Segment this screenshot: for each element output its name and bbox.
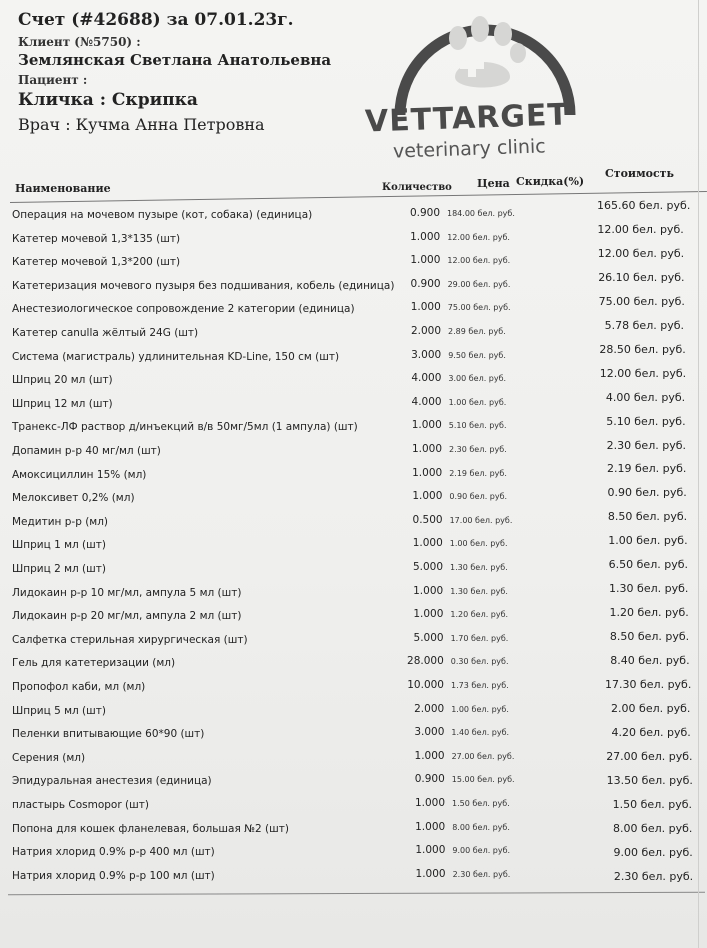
item-name: Пропофол каби, мл (мл) bbox=[12, 681, 146, 693]
item-qty: 1.000 bbox=[410, 254, 441, 267]
table-row bbox=[0, 438, 707, 461]
item-name: Шприц 2 мл (шт) bbox=[12, 563, 106, 575]
item-qty: 1.000 bbox=[411, 443, 442, 455]
table-row bbox=[0, 414, 707, 437]
item-price: 8.00 бел. руб. bbox=[452, 822, 510, 832]
table-row bbox=[0, 462, 707, 485]
item-qty: 2.000 bbox=[410, 325, 441, 337]
item-price: 1.30 бел. руб. bbox=[450, 586, 508, 596]
item-qty: 1.000 bbox=[411, 419, 442, 432]
item-name: Попона для кошек фланелевая, большая №2 (шт) bbox=[12, 822, 289, 835]
item-cost: 8.50 бел. руб. bbox=[609, 630, 690, 644]
item-name: Серения (мл) bbox=[12, 751, 86, 764]
item-qty: 0.900 bbox=[414, 773, 445, 786]
item-name: Система (магистраль) удлинительная KD-Line, 150 см (шт) bbox=[12, 350, 340, 363]
item-cost: 8.50 бел. руб. bbox=[607, 510, 688, 524]
item-price: 75.00 бел. руб. bbox=[447, 303, 511, 313]
item-cost: 12.00 бел. руб. bbox=[597, 246, 685, 260]
table-row bbox=[0, 222, 707, 249]
item-price: 1.00 бел. руб. bbox=[449, 539, 508, 549]
item-price: 1.73 бел. руб. bbox=[451, 681, 509, 690]
paper-edge bbox=[698, 0, 699, 948]
item-price: 2.19 бел. руб. bbox=[449, 468, 507, 478]
item-name: Шприц 20 мл (шт) bbox=[12, 374, 113, 387]
item-qty: 1.000 bbox=[415, 820, 446, 833]
column-header-price: Цена bbox=[477, 177, 510, 190]
item-cost: 17.30 бел. руб. bbox=[605, 678, 692, 691]
table-row bbox=[0, 606, 707, 626]
item-name: Лидокаин р-р 20 мг/мл, ампула 2 мл (шт) bbox=[12, 610, 242, 623]
pet-name: Кличка : Скрипка bbox=[18, 90, 198, 110]
item-name: Допамин р-р 40 мг/мл (шт) bbox=[12, 445, 161, 457]
table-row bbox=[0, 559, 707, 579]
item-price: 27.00 бел. руб. bbox=[451, 751, 515, 761]
item-name: Шприц 1 мл (шт) bbox=[12, 539, 106, 552]
item-name: Катетер мочевой 1,3*135 (шт) bbox=[12, 232, 181, 245]
item-name: Шприц 12 мл (шт) bbox=[12, 397, 113, 410]
client-label: Клиент (№5750) : bbox=[18, 35, 141, 49]
item-qty: 1.000 bbox=[410, 301, 441, 314]
item-price: 2.89 бел. руб. bbox=[448, 327, 506, 336]
item-price: 184.00 бел. руб. bbox=[447, 209, 515, 218]
item-price: 12.00 бел. руб. bbox=[447, 232, 510, 242]
item-price: 9.00 бел. руб. bbox=[452, 846, 511, 856]
item-qty: 10.000 bbox=[407, 679, 444, 691]
item-qty: 3.000 bbox=[411, 348, 442, 361]
item-qty: 1.000 bbox=[415, 867, 446, 880]
item-qty: 1.000 bbox=[412, 537, 443, 550]
table-row bbox=[0, 701, 707, 721]
item-name: Катетер мочевой 1,3*200 (шт) bbox=[12, 256, 181, 269]
table-row bbox=[0, 246, 707, 272]
item-price: 1.30 бел. руб. bbox=[450, 563, 508, 572]
item-qty: 1.000 bbox=[413, 608, 444, 621]
item-cost: 1.00 бел. руб. bbox=[608, 534, 688, 548]
item-cost: 26.10 бел. руб. bbox=[598, 270, 685, 284]
item-cost: 2.30 бел. руб. bbox=[613, 869, 694, 883]
item-cost: 5.10 бел. руб. bbox=[606, 414, 686, 428]
item-qty: 2.000 bbox=[414, 702, 445, 715]
item-price: 1.50 бел. руб. bbox=[452, 799, 510, 808]
bottom-divider bbox=[8, 892, 705, 895]
item-cost: 2.30 бел. руб. bbox=[606, 438, 686, 452]
item-qty: 4.000 bbox=[411, 395, 442, 408]
item-cost: 6.50 бел. руб. bbox=[608, 558, 688, 572]
item-price: 1.00 бел. руб. bbox=[451, 704, 509, 714]
invoice-title: Счет (#42688) за 07.01.23г. bbox=[18, 10, 294, 30]
item-qty: 1.000 bbox=[410, 230, 441, 243]
item-cost: 12.00 бел. руб. bbox=[599, 366, 687, 380]
item-cost: 9.00 бел. руб. bbox=[613, 845, 693, 859]
item-qty: 1.000 bbox=[414, 749, 445, 762]
item-name: Медитин р-р (мл) bbox=[12, 515, 109, 528]
item-price: 1.00 бел. руб. bbox=[448, 397, 507, 407]
item-price: 1.70 бел. руб. bbox=[450, 633, 509, 643]
table-row bbox=[0, 512, 707, 532]
item-price: 17.00 бел. руб. bbox=[449, 515, 513, 525]
table-row bbox=[0, 535, 707, 555]
table-row bbox=[0, 342, 707, 367]
logo-brand: VETTARGET bbox=[364, 97, 570, 140]
table-row bbox=[0, 583, 707, 603]
item-price: 2.30 бел. руб. bbox=[449, 445, 507, 454]
item-name: Эпидуральная анестезия (единица) bbox=[12, 775, 212, 788]
item-qty: 4.000 bbox=[411, 372, 442, 385]
item-cost: 1.30 бел. руб. bbox=[609, 582, 689, 596]
item-cost: 5.78 бел. руб. bbox=[604, 318, 684, 332]
item-qty: 1.000 bbox=[415, 844, 446, 857]
table-row bbox=[0, 842, 707, 862]
item-cost: 2.19 бел. руб. bbox=[607, 462, 687, 476]
item-cost: 8.40 бел. руб. bbox=[610, 654, 690, 668]
table-row bbox=[0, 819, 707, 839]
item-cost: 4.00 бел. руб. bbox=[605, 390, 686, 404]
item-qty: 5.000 bbox=[413, 631, 444, 644]
item-price: 5.10 бел. руб. bbox=[448, 421, 507, 431]
table-row bbox=[0, 653, 707, 673]
item-price: 0.30 бел. руб. bbox=[450, 657, 509, 667]
client-name: Землянская Светлана Анатольевна bbox=[18, 51, 332, 69]
column-header-discount: Скидка(%) bbox=[516, 175, 585, 188]
item-qty: 5.000 bbox=[412, 561, 443, 573]
item-name: Транекс-ЛФ раствор д/инъекций в/в 50мг/5мл (1 ампула) (шт) bbox=[12, 421, 358, 434]
item-cost: 12.00 бел. руб. bbox=[597, 222, 684, 236]
item-cost: 1.20 бел. руб. bbox=[609, 606, 689, 620]
patient-label: Пациент : bbox=[18, 73, 88, 87]
table-row bbox=[0, 630, 707, 650]
column-header-cost: Стоимость bbox=[605, 167, 674, 180]
item-qty: 0.900 bbox=[410, 277, 441, 290]
column-header-qty: Количество bbox=[382, 182, 452, 193]
item-price: 1.20 бел. руб. bbox=[450, 610, 509, 620]
item-cost: 75.00 бел. руб. bbox=[598, 294, 685, 308]
table-row bbox=[0, 366, 707, 390]
item-price: 0.90 бел. руб. bbox=[449, 492, 508, 502]
item-qty: 0.900 bbox=[409, 207, 440, 219]
item-name: Натрия хлорид 0.9% р-р 100 мл (шт) bbox=[12, 869, 215, 882]
table-row bbox=[0, 488, 707, 508]
item-cost: 28.50 бел. руб. bbox=[599, 342, 686, 356]
item-cost: 8.00 бел. руб. bbox=[613, 821, 693, 835]
item-name: Мелоксивет 0,2% (мл) bbox=[12, 492, 135, 505]
clinic-logo bbox=[360, 5, 610, 170]
item-cost: 13.50 бел. руб. bbox=[606, 773, 693, 787]
table-row bbox=[0, 748, 707, 768]
item-qty: 1.000 bbox=[414, 797, 445, 809]
item-name: Пеленки впитывающие 60*90 (шт) bbox=[12, 728, 205, 741]
doctor-name: Врач : Кучма Анна Петровна bbox=[18, 115, 265, 134]
paw-arc-icon bbox=[360, 5, 610, 115]
item-price: 29.00 бел. руб. bbox=[447, 279, 511, 289]
item-name: Катетер canulla жёлтый 24G (шт) bbox=[12, 327, 199, 339]
item-qty: 1.000 bbox=[412, 490, 443, 503]
item-name: Салфетка стерильная хирургическая (шт) bbox=[12, 633, 248, 646]
logo-subtitle: veterinary clinic bbox=[392, 135, 547, 163]
item-price: 1.40 бел. руб. bbox=[451, 728, 510, 738]
item-qty: 28.000 bbox=[407, 655, 444, 668]
item-name: Операция на мочевом пузыре (кот, собака) (единица) bbox=[12, 209, 313, 221]
table-row bbox=[0, 866, 707, 886]
table-row bbox=[0, 795, 707, 815]
item-cost: 1.50 бел. руб. bbox=[612, 797, 692, 811]
item-price: 12.00 бел. руб. bbox=[447, 256, 511, 266]
item-cost: 165.60 бел. руб. bbox=[597, 199, 691, 212]
column-header-name: Наименование bbox=[15, 182, 111, 195]
item-qty: 3.000 bbox=[414, 726, 445, 739]
item-cost: 27.00 бел. руб. bbox=[606, 749, 693, 763]
item-cost: 0.90 бел. руб. bbox=[607, 486, 687, 500]
item-name: Лидокаин р-р 10 мг/мл, ампула 5 мл (шт) bbox=[12, 586, 242, 599]
item-price: 15.00 бел. руб. bbox=[451, 775, 515, 785]
item-name: Натрия хлорид 0.9% р-р 400 мл (шт) bbox=[12, 846, 215, 859]
item-name: Шприц 5 мл (шт) bbox=[12, 704, 106, 717]
item-name: Гель для катетеризации (мл) bbox=[12, 657, 176, 670]
item-name: Амоксициллин 15% (мл) bbox=[12, 468, 147, 481]
item-cost: 4.20 бел. руб. bbox=[611, 725, 691, 739]
table-row bbox=[0, 771, 707, 791]
table-row bbox=[0, 270, 707, 296]
table-row bbox=[0, 677, 707, 697]
item-cost: 2.00 бел. руб. bbox=[611, 701, 691, 715]
table-row bbox=[0, 294, 707, 319]
item-name: Катетеризация мочевого пузыря без подшивания, кобель (единица) bbox=[12, 279, 395, 292]
item-name: пластырь Cosmopor (шт) bbox=[12, 799, 149, 811]
table-row bbox=[0, 724, 707, 744]
table-row bbox=[0, 390, 707, 414]
item-price: 9.50 бел. руб. bbox=[448, 350, 506, 360]
item-price: 3.00 бел. руб. bbox=[448, 374, 507, 384]
item-price: 2.30 бел. руб. bbox=[452, 869, 511, 879]
item-qty: 1.000 bbox=[412, 466, 443, 479]
item-qty: 0.500 bbox=[412, 513, 443, 526]
table-row bbox=[0, 318, 707, 343]
item-qty: 1.000 bbox=[413, 584, 444, 597]
item-name: Анестезиологическое сопровождение 2 категории (единица) bbox=[12, 303, 355, 316]
